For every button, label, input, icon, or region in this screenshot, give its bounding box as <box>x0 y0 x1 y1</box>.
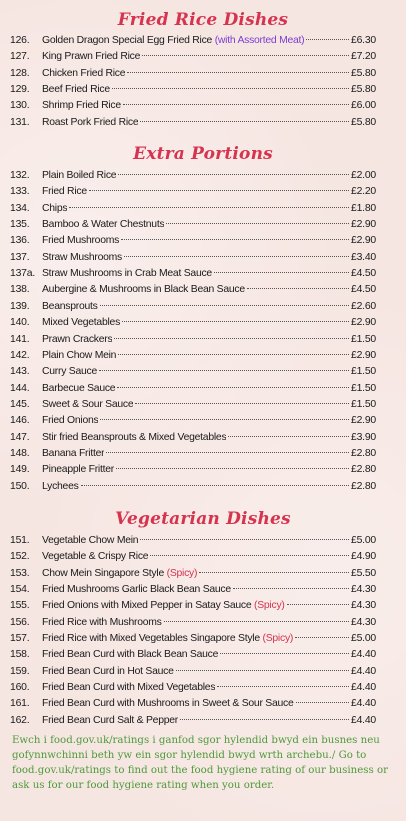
item-name <box>42 115 138 131</box>
item-name-text: Fried Bean Curd in Hot Sauce <box>42 665 174 677</box>
dot-leader <box>295 637 349 638</box>
dot-leader <box>117 387 349 388</box>
item-price: £6.30 <box>350 35 376 46</box>
dot-leader <box>123 104 349 105</box>
item-number: 127. <box>10 51 30 63</box>
item-number: 133. <box>10 186 30 198</box>
item-name <box>42 430 226 446</box>
menu-item <box>0 332 406 348</box>
menu-item <box>0 364 406 380</box>
item-price: £5.00 <box>350 633 376 644</box>
menu-item <box>0 566 406 582</box>
menu-item <box>0 533 406 549</box>
item-name <box>42 233 119 249</box>
menu-item <box>0 446 406 462</box>
item-price: £4.50 <box>350 284 376 296</box>
dot-leader <box>99 370 349 371</box>
menu-item <box>0 49 406 65</box>
item-name <box>42 479 79 495</box>
dot-leader <box>247 288 349 289</box>
item-name-text: Vegetable & Crispy Rice <box>42 551 149 563</box>
dot-leader <box>81 485 349 486</box>
section-vegetarian <box>0 505 406 729</box>
item-price: £4.40 <box>350 714 376 726</box>
item-number: 139. <box>10 300 30 312</box>
item-number: 140. <box>10 317 30 329</box>
item-name <box>42 217 164 233</box>
item-name <box>42 315 120 331</box>
item-name <box>42 381 115 397</box>
item-number: 162. <box>10 714 30 726</box>
dot-leader <box>140 539 349 540</box>
dot-leader <box>176 670 349 671</box>
item-name <box>42 615 162 631</box>
item-name-text: Pineapple Fritter <box>42 464 114 476</box>
item-price: £1.50 <box>350 333 376 345</box>
menu-item <box>0 696 406 712</box>
item-price: £5.80 <box>350 116 376 128</box>
menu-item <box>0 66 406 82</box>
item-name <box>42 397 133 413</box>
menu-item <box>0 713 406 729</box>
menu-item <box>0 217 406 233</box>
item-name <box>42 168 116 184</box>
spicy-note: (Spicy) <box>254 600 285 612</box>
dot-leader <box>306 39 349 40</box>
item-number: 131. <box>10 116 30 128</box>
menu-item <box>0 315 406 331</box>
item-name-text: Prawn Crackers <box>42 333 113 345</box>
item-number: 160. <box>10 682 30 694</box>
item-price: £2.00 <box>350 170 376 182</box>
dot-leader <box>214 272 349 273</box>
item-name <box>42 49 140 65</box>
menu-item <box>0 549 406 565</box>
item-number: 130. <box>10 100 30 112</box>
item-price: £2.90 <box>350 235 376 247</box>
item-name <box>42 364 97 380</box>
item-name-text: Barbecue Sauce <box>42 382 116 394</box>
item-name-text: Sweet & Sour Sauce <box>42 398 134 410</box>
dot-leader <box>166 223 349 224</box>
menu-item <box>0 680 406 696</box>
item-name <box>42 98 121 114</box>
dot-leader <box>124 256 349 257</box>
item-name <box>42 462 114 478</box>
item-name-text: Fried Onions <box>42 415 99 427</box>
item-number: 138. <box>10 284 30 296</box>
item-price: £7.20 <box>350 51 376 63</box>
item-number: 156. <box>10 616 30 628</box>
dot-leader <box>220 653 349 654</box>
item-price: £4.90 <box>350 551 376 563</box>
item-price: £3.40 <box>350 251 376 263</box>
item-number: 153. <box>10 567 30 579</box>
item-price: £4.40 <box>350 698 376 710</box>
item-name <box>42 582 231 598</box>
item-name-text: Lychees <box>42 480 79 492</box>
dot-leader <box>135 403 349 404</box>
item-name <box>42 33 304 49</box>
item-number: 132. <box>10 170 30 182</box>
dot-leader <box>112 88 349 89</box>
item-number: 141. <box>10 333 30 345</box>
dot-leader <box>118 174 349 175</box>
dot-leader <box>122 321 349 322</box>
dot-leader <box>296 702 349 703</box>
menu-item <box>0 430 406 446</box>
item-name-text: Fried Mushrooms <box>42 235 120 247</box>
item-note: (with Assorted Meat) <box>214 35 305 46</box>
item-name <box>42 332 112 348</box>
item-number: 142. <box>10 349 30 361</box>
item-price: £2.20 <box>350 186 376 198</box>
section-fried-rice <box>0 7 406 131</box>
dot-leader <box>217 686 349 687</box>
menu-list <box>0 33 406 131</box>
dot-leader <box>106 452 349 453</box>
menu-list <box>0 533 406 729</box>
item-number: 158. <box>10 649 30 661</box>
item-number: 150. <box>10 480 30 492</box>
item-price: £6.00 <box>350 100 376 112</box>
item-number: 126. <box>10 35 30 46</box>
item-number: 161. <box>10 698 30 710</box>
item-number: 137. <box>10 251 30 263</box>
menu-item <box>0 615 406 631</box>
item-name-text: Fried Rice with Mixed Vegetables Singapore Style <box>42 633 260 644</box>
menu-item <box>0 413 406 429</box>
dot-leader <box>180 719 349 720</box>
menu-item <box>0 582 406 598</box>
item-name-text: King Prawn Fried Rice <box>42 51 141 63</box>
item-name-text: Stir fried Beansprouts & Mixed Vegetables <box>42 431 227 443</box>
section-title-text: Extra Portions <box>133 144 273 165</box>
dot-leader <box>89 190 349 191</box>
item-price: £2.60 <box>350 300 376 312</box>
item-number: 154. <box>10 583 30 595</box>
dot-leader <box>114 338 349 339</box>
section-title-text: Fried Rice Dishes <box>117 10 289 30</box>
item-name <box>42 266 212 282</box>
item-number: 152. <box>10 551 30 563</box>
item-name-text: Fried Bean Curd with Black Bean Sauce <box>42 649 219 661</box>
item-number: 147. <box>10 431 30 443</box>
item-name-text: Plain Chow Mein <box>42 349 117 361</box>
item-number: 151. <box>10 534 30 546</box>
menu-item <box>0 201 406 217</box>
item-name-text: Fried Rice <box>42 186 87 198</box>
menu-item <box>0 82 406 98</box>
menu-item <box>0 115 406 131</box>
item-number: 136. <box>10 235 30 247</box>
item-price: £4.30 <box>350 583 376 595</box>
section-title-text: Vegetarian Dishes <box>115 508 291 529</box>
item-price: £4.40 <box>350 682 376 694</box>
menu-item <box>0 184 406 200</box>
item-name <box>42 413 98 429</box>
item-name-text: Curry Sauce <box>42 366 97 378</box>
item-name <box>42 299 98 315</box>
item-number: 155. <box>10 600 30 612</box>
item-name-text: Golden Dragon Special Egg Fried Rice <box>42 35 213 46</box>
menu-item <box>0 631 406 647</box>
dot-leader <box>233 588 349 589</box>
dot-leader <box>142 55 349 56</box>
spicy-note: (Spicy) <box>166 567 198 579</box>
menu-item <box>0 348 406 364</box>
item-number: 148. <box>10 447 30 459</box>
item-name <box>42 713 178 729</box>
item-number: 146. <box>10 415 30 427</box>
dot-leader <box>100 419 349 420</box>
menu-item <box>0 647 406 663</box>
item-name-text: Mixed Vegetables <box>42 317 121 329</box>
item-name <box>42 446 104 462</box>
item-name <box>42 664 174 680</box>
item-price: £2.90 <box>350 349 376 361</box>
dot-leader <box>100 305 349 306</box>
item-price: £2.80 <box>350 480 376 492</box>
item-name-text: Plain Boiled Rice <box>42 170 117 182</box>
item-price: £5.50 <box>350 567 376 579</box>
item-name-text: Chow Mein Singapore Style <box>42 567 164 579</box>
food-hygiene-notice: Ewch i food.gov.uk/ratings i ganfod sgor hylendid bwyd ein busnes neu gofynnwchinni beth yw ein sgor hylendid bwyd wrth archebu./ Go to food.gov.uk/ratings to find out the food hygiene rating of our business or ask us for our food hygiene rating when you order. <box>12 735 388 792</box>
dot-leader <box>116 468 349 469</box>
item-name-text: Bamboo & Water Chestnuts <box>42 219 165 231</box>
spicy-note: (Spicy) <box>262 633 294 644</box>
item-price: £4.30 <box>350 600 376 612</box>
menu-item <box>0 598 406 614</box>
item-number: 137a. <box>10 268 36 280</box>
item-name <box>42 533 138 549</box>
section-extra-portions <box>0 141 406 495</box>
item-name <box>42 631 293 647</box>
dot-leader <box>228 436 349 437</box>
item-price: £1.80 <box>350 202 376 214</box>
item-name-text: Beansprouts <box>42 300 98 312</box>
item-name <box>42 250 122 266</box>
item-name <box>42 696 294 712</box>
menu-item <box>0 462 406 478</box>
item-name <box>42 82 110 98</box>
item-name-text: Fried Rice with Mushrooms <box>42 616 162 628</box>
dot-leader <box>140 121 349 122</box>
item-name <box>42 647 218 663</box>
item-name <box>42 680 215 696</box>
item-price: £5.80 <box>350 84 376 96</box>
item-number: 144. <box>10 382 30 394</box>
item-name-text: Chicken Fried Rice <box>42 67 126 79</box>
item-price: £4.30 <box>350 616 376 628</box>
dot-leader <box>287 604 349 605</box>
item-name <box>42 66 125 82</box>
item-name-text: Vegetable Chow Mein <box>42 534 139 546</box>
item-number: 149. <box>10 464 30 476</box>
item-name-text: Banana Fritter <box>42 447 105 459</box>
item-name-text: Roast Pork Fried Rice <box>42 116 139 128</box>
item-name <box>42 549 148 565</box>
dot-leader <box>199 572 349 573</box>
item-number: 157. <box>10 633 30 644</box>
item-name-text: Aubergine & Mushrooms in Black Bean Sauce <box>42 284 245 296</box>
dot-leader <box>69 207 349 208</box>
item-number: 134. <box>10 202 30 214</box>
item-name-text: Fried Mushrooms Garlic Black Bean Sauce <box>42 583 231 595</box>
item-name <box>42 282 245 298</box>
item-price: £4.40 <box>350 649 376 661</box>
item-name-text: Fried Bean Curd with Mixed Vegetables <box>42 682 216 694</box>
item-price: £1.50 <box>350 382 376 394</box>
menu-item <box>0 299 406 315</box>
item-number: 129. <box>10 84 30 96</box>
item-price: £1.50 <box>350 398 376 410</box>
item-name <box>42 184 87 200</box>
menu-item <box>0 479 406 495</box>
item-number: 135. <box>10 219 30 231</box>
item-price: £2.80 <box>350 447 376 459</box>
item-name-text: Shrimp Fried Rice <box>42 100 121 112</box>
item-name-text: Fried Bean Curd Salt & Pepper <box>42 714 178 726</box>
item-name <box>42 348 116 364</box>
section-title <box>0 505 406 533</box>
item-price: £4.50 <box>350 268 376 280</box>
menu-item <box>0 168 406 184</box>
menu-item <box>0 381 406 397</box>
item-name <box>42 598 285 614</box>
item-name-text: Beef Fried Rice <box>42 84 110 96</box>
item-price: £2.90 <box>350 219 376 231</box>
item-name-text: Straw Mushrooms in Crab Meat Sauce <box>42 268 212 280</box>
dot-leader <box>164 621 349 622</box>
item-price: £2.90 <box>350 317 376 329</box>
menu-item <box>0 233 406 249</box>
dot-leader <box>127 72 349 73</box>
item-number: 145. <box>10 398 30 410</box>
item-name-text: Fried Bean Curd with Mushrooms in Sweet & Sour Sauce <box>42 698 294 710</box>
dot-leader <box>118 354 349 355</box>
dot-leader <box>150 555 349 556</box>
item-name <box>42 566 197 582</box>
menu-item <box>0 98 406 114</box>
item-price: £5.00 <box>350 534 376 546</box>
item-name <box>42 201 67 217</box>
item-price: £1.50 <box>350 366 376 378</box>
menu-item <box>0 266 406 282</box>
item-price: £5.80 <box>350 67 376 79</box>
menu-item <box>0 664 406 680</box>
item-price: £4.40 <box>350 665 376 677</box>
item-price: £2.80 <box>350 464 376 476</box>
section-title <box>0 7 406 33</box>
item-name-text: Fried Onions with Mixed Pepper in Satay Sauce <box>42 600 252 612</box>
menu-item <box>0 397 406 413</box>
item-number: 128. <box>10 67 30 79</box>
dot-leader <box>121 239 349 240</box>
item-name-text: Chips <box>42 202 68 214</box>
item-number: 159. <box>10 665 30 677</box>
menu-item <box>0 282 406 298</box>
menu-item <box>0 33 406 49</box>
section-title <box>0 141 406 168</box>
menu-list <box>0 168 406 495</box>
item-price: £2.90 <box>350 415 376 427</box>
item-number: 143. <box>10 366 30 378</box>
menu-item <box>0 250 406 266</box>
item-name-text: Straw Mushrooms <box>42 251 122 263</box>
item-price: £3.90 <box>350 431 376 443</box>
